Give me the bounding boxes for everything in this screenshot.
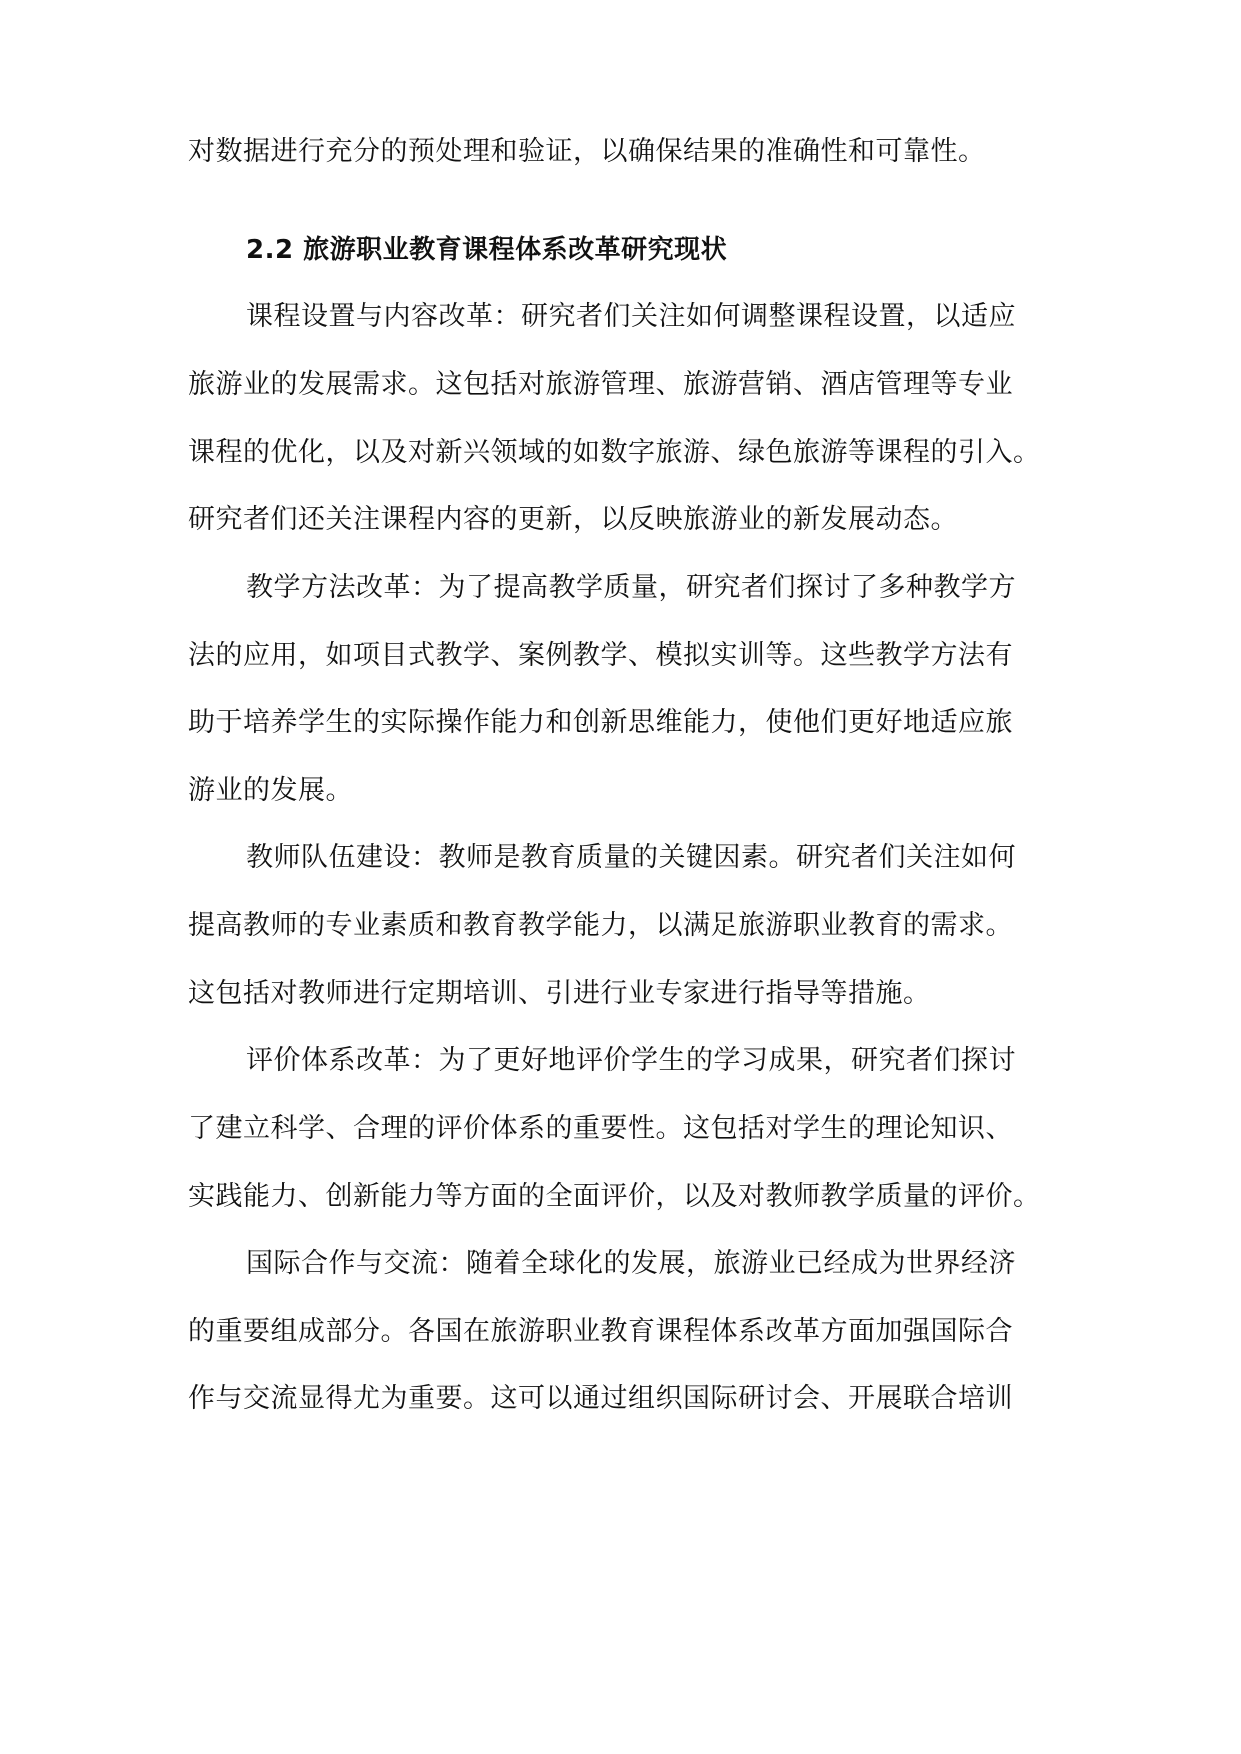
paragraph-line: 了建立科学、合理的评价体系的重要性。这包括对学生的理论知识、 [188,1113,1013,1144]
paragraph-line: 这包括对教师进行定期培训、引进行业专家进行指导等措施。 [188,978,931,1009]
paragraph-line: 旅游业的发展需求。这包括对旅游管理、旅游营销、酒店管理等专业 [188,369,1013,400]
paragraph-line: 课程的优化，以及对新兴领域的如数字旅游、绿色旅游等课程的引入。 [188,437,1041,468]
paragraph-line: 游业的发展。 [188,775,353,806]
paragraph-line: 教学方法改革：为了提高教学质量，研究者们探讨了多种教学方 [246,572,1016,603]
paragraph-line: 国际合作与交流：随着全球化的发展，旅游业已经成为世界经济 [246,1248,1016,1279]
section-heading: 2.2 旅游职业教育课程体系改革研究现状 [246,235,728,265]
paragraph-line: 评价体系改革：为了更好地评价学生的学习成果，研究者们探讨 [246,1045,1016,1076]
paragraph-line: 提高教师的专业素质和教育教学能力，以满足旅游职业教育的需求。 [188,910,1013,941]
paragraph-line: 研究者们还关注课程内容的更新，以反映旅游业的新发展动态。 [188,504,958,535]
paragraph-line: 实践能力、创新能力等方面的全面评价，以及对教师教学质量的评价。 [188,1181,1041,1212]
paragraph-line: 作与交流显得尤为重要。这可以通过组织国际研讨会、开展联合培训 [188,1383,1013,1414]
paragraph-line: 助于培养学生的实际操作能力和创新思维能力，使他们更好地适应旅 [188,707,1013,738]
paragraph-line: 对数据进行充分的预处理和验证，以确保结果的准确性和可靠性。 [188,136,986,167]
paragraph-line: 课程设置与内容改革：研究者们关注如何调整课程设置，以适应 [246,301,1016,332]
paragraph-line: 教师队伍建设：教师是教育质量的关键因素。研究者们关注如何 [246,842,1016,873]
paragraph-line: 法的应用，如项目式教学、案例教学、模拟实训等。这些教学方法有 [188,640,1013,671]
paragraph-line: 的重要组成部分。各国在旅游职业教育课程体系改革方面加强国际合 [188,1316,1013,1347]
